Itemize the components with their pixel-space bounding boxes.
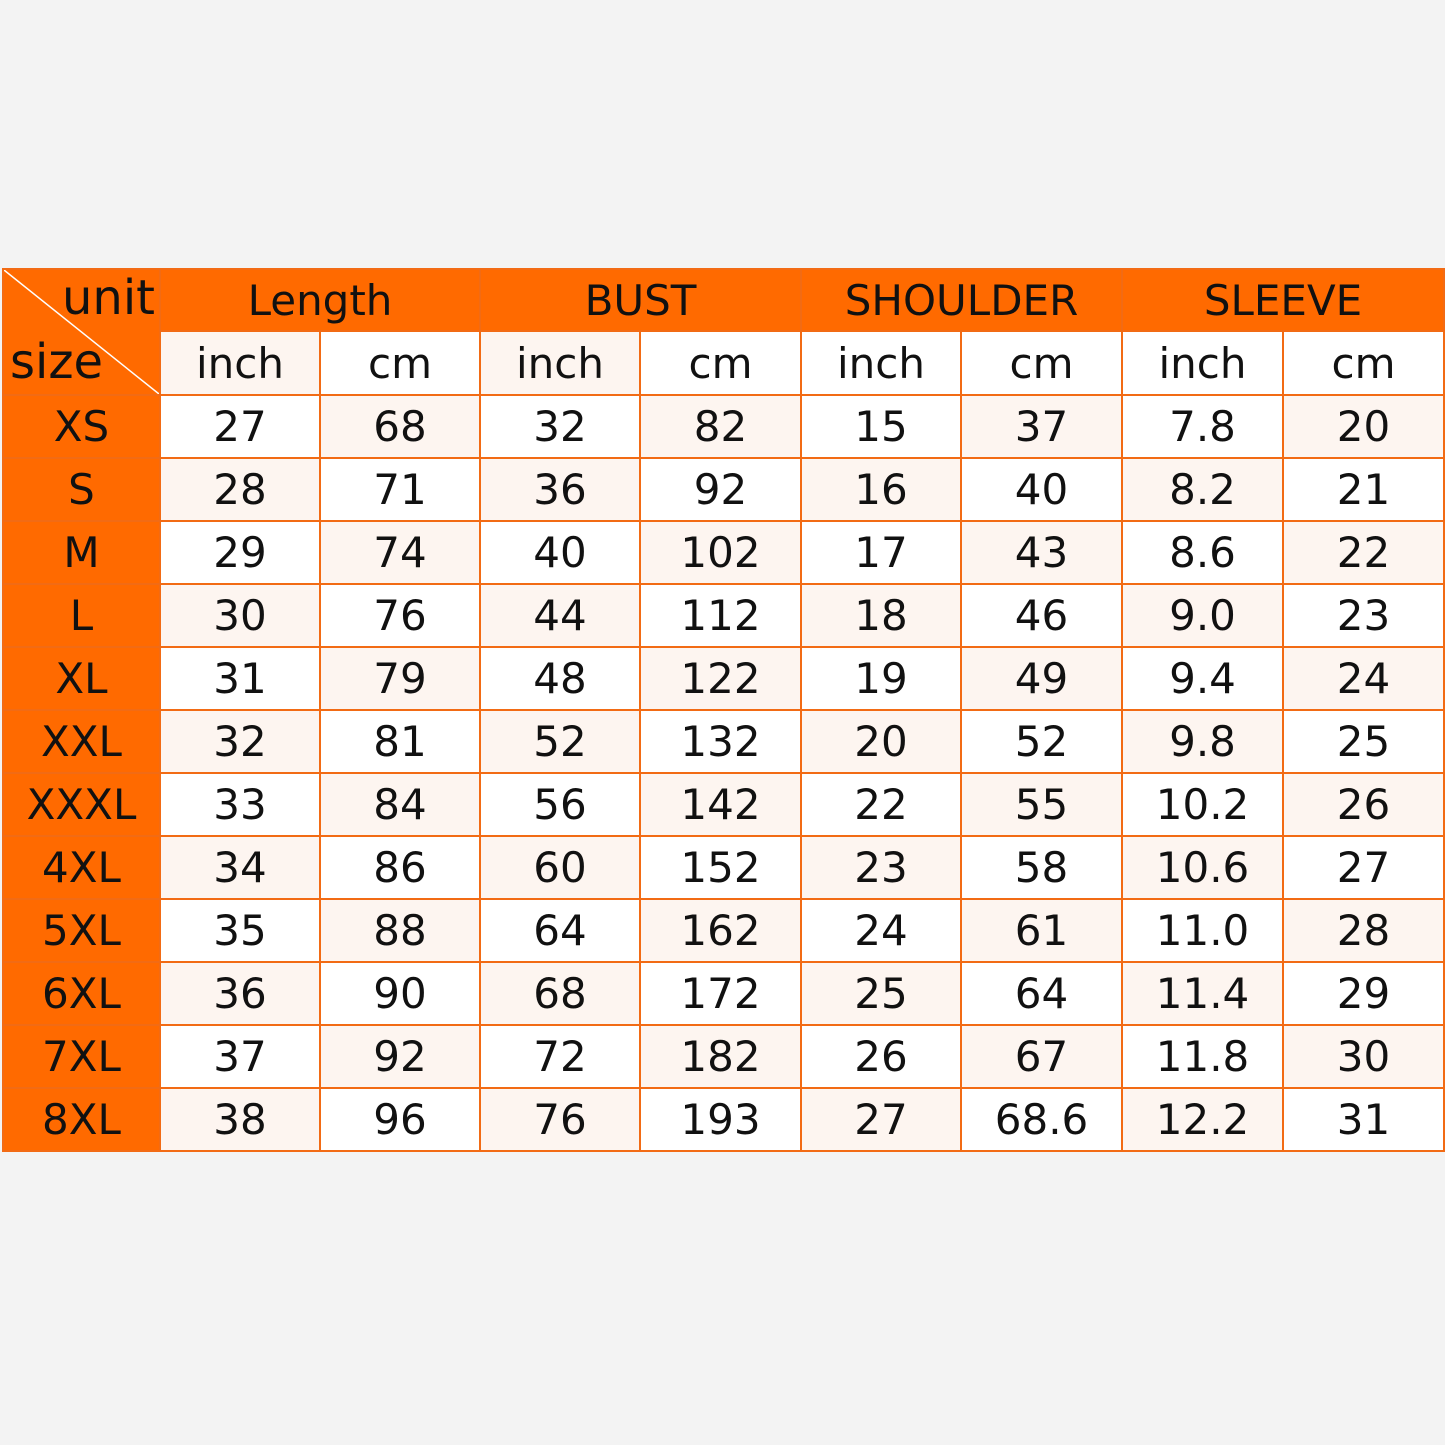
size-label-cell: XL [3, 647, 160, 710]
value-cell: 76 [480, 1088, 640, 1151]
value-cell: 23 [801, 836, 961, 899]
size-label-cell: 5XL [3, 899, 160, 962]
size-chart [2, 268, 1443, 1178]
value-cell: 64 [961, 962, 1122, 1025]
table-row [3, 836, 1444, 899]
value-cell: 20 [1283, 395, 1444, 458]
table-row [3, 395, 1444, 458]
value-cell: 24 [1283, 647, 1444, 710]
value-cell: 182 [640, 1025, 801, 1088]
value-cell: 71 [320, 458, 480, 521]
value-cell: 16 [801, 458, 961, 521]
value-cell: 18 [801, 584, 961, 647]
value-cell: 37 [160, 1025, 320, 1088]
table-row [3, 458, 1444, 521]
value-cell: 21 [1283, 458, 1444, 521]
value-cell: 52 [961, 710, 1122, 773]
unit-header-cell: inch [480, 331, 640, 395]
value-cell: 12.2 [1122, 1088, 1283, 1151]
value-cell: 152 [640, 836, 801, 899]
table-row [3, 584, 1444, 647]
value-cell: 31 [160, 647, 320, 710]
unit-header-row [3, 331, 1444, 395]
value-cell: 79 [320, 647, 480, 710]
value-cell: 11.8 [1122, 1025, 1283, 1088]
size-label-cell: 7XL [3, 1025, 160, 1088]
value-cell: 22 [1283, 521, 1444, 584]
value-cell: 24 [801, 899, 961, 962]
table-row [3, 647, 1444, 710]
unit-header-cell: inch [160, 331, 320, 395]
table-row [3, 710, 1444, 773]
size-label-cell: M [3, 521, 160, 584]
size-label-cell: L [3, 584, 160, 647]
value-cell: 38 [160, 1088, 320, 1151]
group-header-row [3, 269, 1444, 331]
value-cell: 92 [640, 458, 801, 521]
value-cell: 32 [480, 395, 640, 458]
size-label-cell: 4XL [3, 836, 160, 899]
value-cell: 67 [961, 1025, 1122, 1088]
value-cell: 11.0 [1122, 899, 1283, 962]
size-label-cell: XXL [3, 710, 160, 773]
value-cell: 9.8 [1122, 710, 1283, 773]
value-cell: 35 [160, 899, 320, 962]
value-cell: 84 [320, 773, 480, 836]
value-cell: 96 [320, 1088, 480, 1151]
value-cell: 33 [160, 773, 320, 836]
value-cell: 102 [640, 521, 801, 584]
value-cell: 9.0 [1122, 584, 1283, 647]
value-cell: 7.8 [1122, 395, 1283, 458]
table-row [3, 521, 1444, 584]
table-row [3, 1025, 1444, 1088]
value-cell: 44 [480, 584, 640, 647]
value-cell: 34 [160, 836, 320, 899]
value-cell: 15 [801, 395, 961, 458]
value-cell: 20 [801, 710, 961, 773]
value-cell: 142 [640, 773, 801, 836]
unit-header-cell: cm [320, 331, 480, 395]
size-label-cell: S [3, 458, 160, 521]
group-header-bust: BUST [480, 269, 801, 331]
group-header-shoulder: SHOULDER [801, 269, 1122, 331]
value-cell: 60 [480, 836, 640, 899]
value-cell: 29 [160, 521, 320, 584]
value-cell: 82 [640, 395, 801, 458]
unit-header-cell: inch [801, 331, 961, 395]
value-cell: 68.6 [961, 1088, 1122, 1151]
value-cell: 10.6 [1122, 836, 1283, 899]
value-cell: 92 [320, 1025, 480, 1088]
value-cell: 28 [160, 458, 320, 521]
value-cell: 64 [480, 899, 640, 962]
value-cell: 76 [320, 584, 480, 647]
value-cell: 30 [1283, 1025, 1444, 1088]
value-cell: 31 [1283, 1088, 1444, 1151]
value-cell: 49 [961, 647, 1122, 710]
value-cell: 68 [480, 962, 640, 1025]
value-cell: 72 [480, 1025, 640, 1088]
value-cell: 27 [1283, 836, 1444, 899]
value-cell: 61 [961, 899, 1122, 962]
value-cell: 112 [640, 584, 801, 647]
value-cell: 26 [1283, 773, 1444, 836]
value-cell: 172 [640, 962, 801, 1025]
size-label-cell: XXXL [3, 773, 160, 836]
value-cell: 56 [480, 773, 640, 836]
corner-unit-label: unit [62, 270, 155, 326]
value-cell: 162 [640, 899, 801, 962]
value-cell: 46 [961, 584, 1122, 647]
value-cell: 88 [320, 899, 480, 962]
value-cell: 30 [160, 584, 320, 647]
value-cell: 8.6 [1122, 521, 1283, 584]
value-cell: 52 [480, 710, 640, 773]
value-cell: 122 [640, 647, 801, 710]
group-header-sleeve: SLEEVE [1122, 269, 1444, 331]
value-cell: 193 [640, 1088, 801, 1151]
value-cell: 58 [961, 836, 1122, 899]
table-row [3, 1088, 1444, 1151]
corner-size-label: size [10, 334, 104, 390]
value-cell: 74 [320, 521, 480, 584]
unit-header-cell: cm [640, 331, 801, 395]
value-cell: 17 [801, 521, 961, 584]
value-cell: 40 [480, 521, 640, 584]
value-cell: 25 [1283, 710, 1444, 773]
value-cell: 26 [801, 1025, 961, 1088]
size-label-cell: 6XL [3, 962, 160, 1025]
value-cell: 36 [480, 458, 640, 521]
value-cell: 37 [961, 395, 1122, 458]
unit-header-cell: cm [1283, 331, 1444, 395]
value-cell: 19 [801, 647, 961, 710]
value-cell: 86 [320, 836, 480, 899]
value-cell: 55 [961, 773, 1122, 836]
size-table [2, 268, 1445, 1152]
value-cell: 68 [320, 395, 480, 458]
size-label-cell: XS [3, 395, 160, 458]
value-cell: 11.4 [1122, 962, 1283, 1025]
unit-header-cell: inch [1122, 331, 1283, 395]
value-cell: 40 [961, 458, 1122, 521]
size-label-cell: 8XL [3, 1088, 160, 1151]
group-header-length: Length [160, 269, 480, 331]
value-cell: 81 [320, 710, 480, 773]
value-cell: 29 [1283, 962, 1444, 1025]
value-cell: 48 [480, 647, 640, 710]
corner-cell [3, 269, 160, 395]
value-cell: 25 [801, 962, 961, 1025]
unit-header-cell: cm [961, 331, 1122, 395]
value-cell: 32 [160, 710, 320, 773]
table-row [3, 962, 1444, 1025]
value-cell: 28 [1283, 899, 1444, 962]
value-cell: 27 [801, 1088, 961, 1151]
value-cell: 22 [801, 773, 961, 836]
value-cell: 23 [1283, 584, 1444, 647]
value-cell: 36 [160, 962, 320, 1025]
value-cell: 132 [640, 710, 801, 773]
value-cell: 27 [160, 395, 320, 458]
value-cell: 10.2 [1122, 773, 1283, 836]
value-cell: 8.2 [1122, 458, 1283, 521]
value-cell: 43 [961, 521, 1122, 584]
value-cell: 90 [320, 962, 480, 1025]
table-row [3, 899, 1444, 962]
value-cell: 9.4 [1122, 647, 1283, 710]
table-row [3, 773, 1444, 836]
